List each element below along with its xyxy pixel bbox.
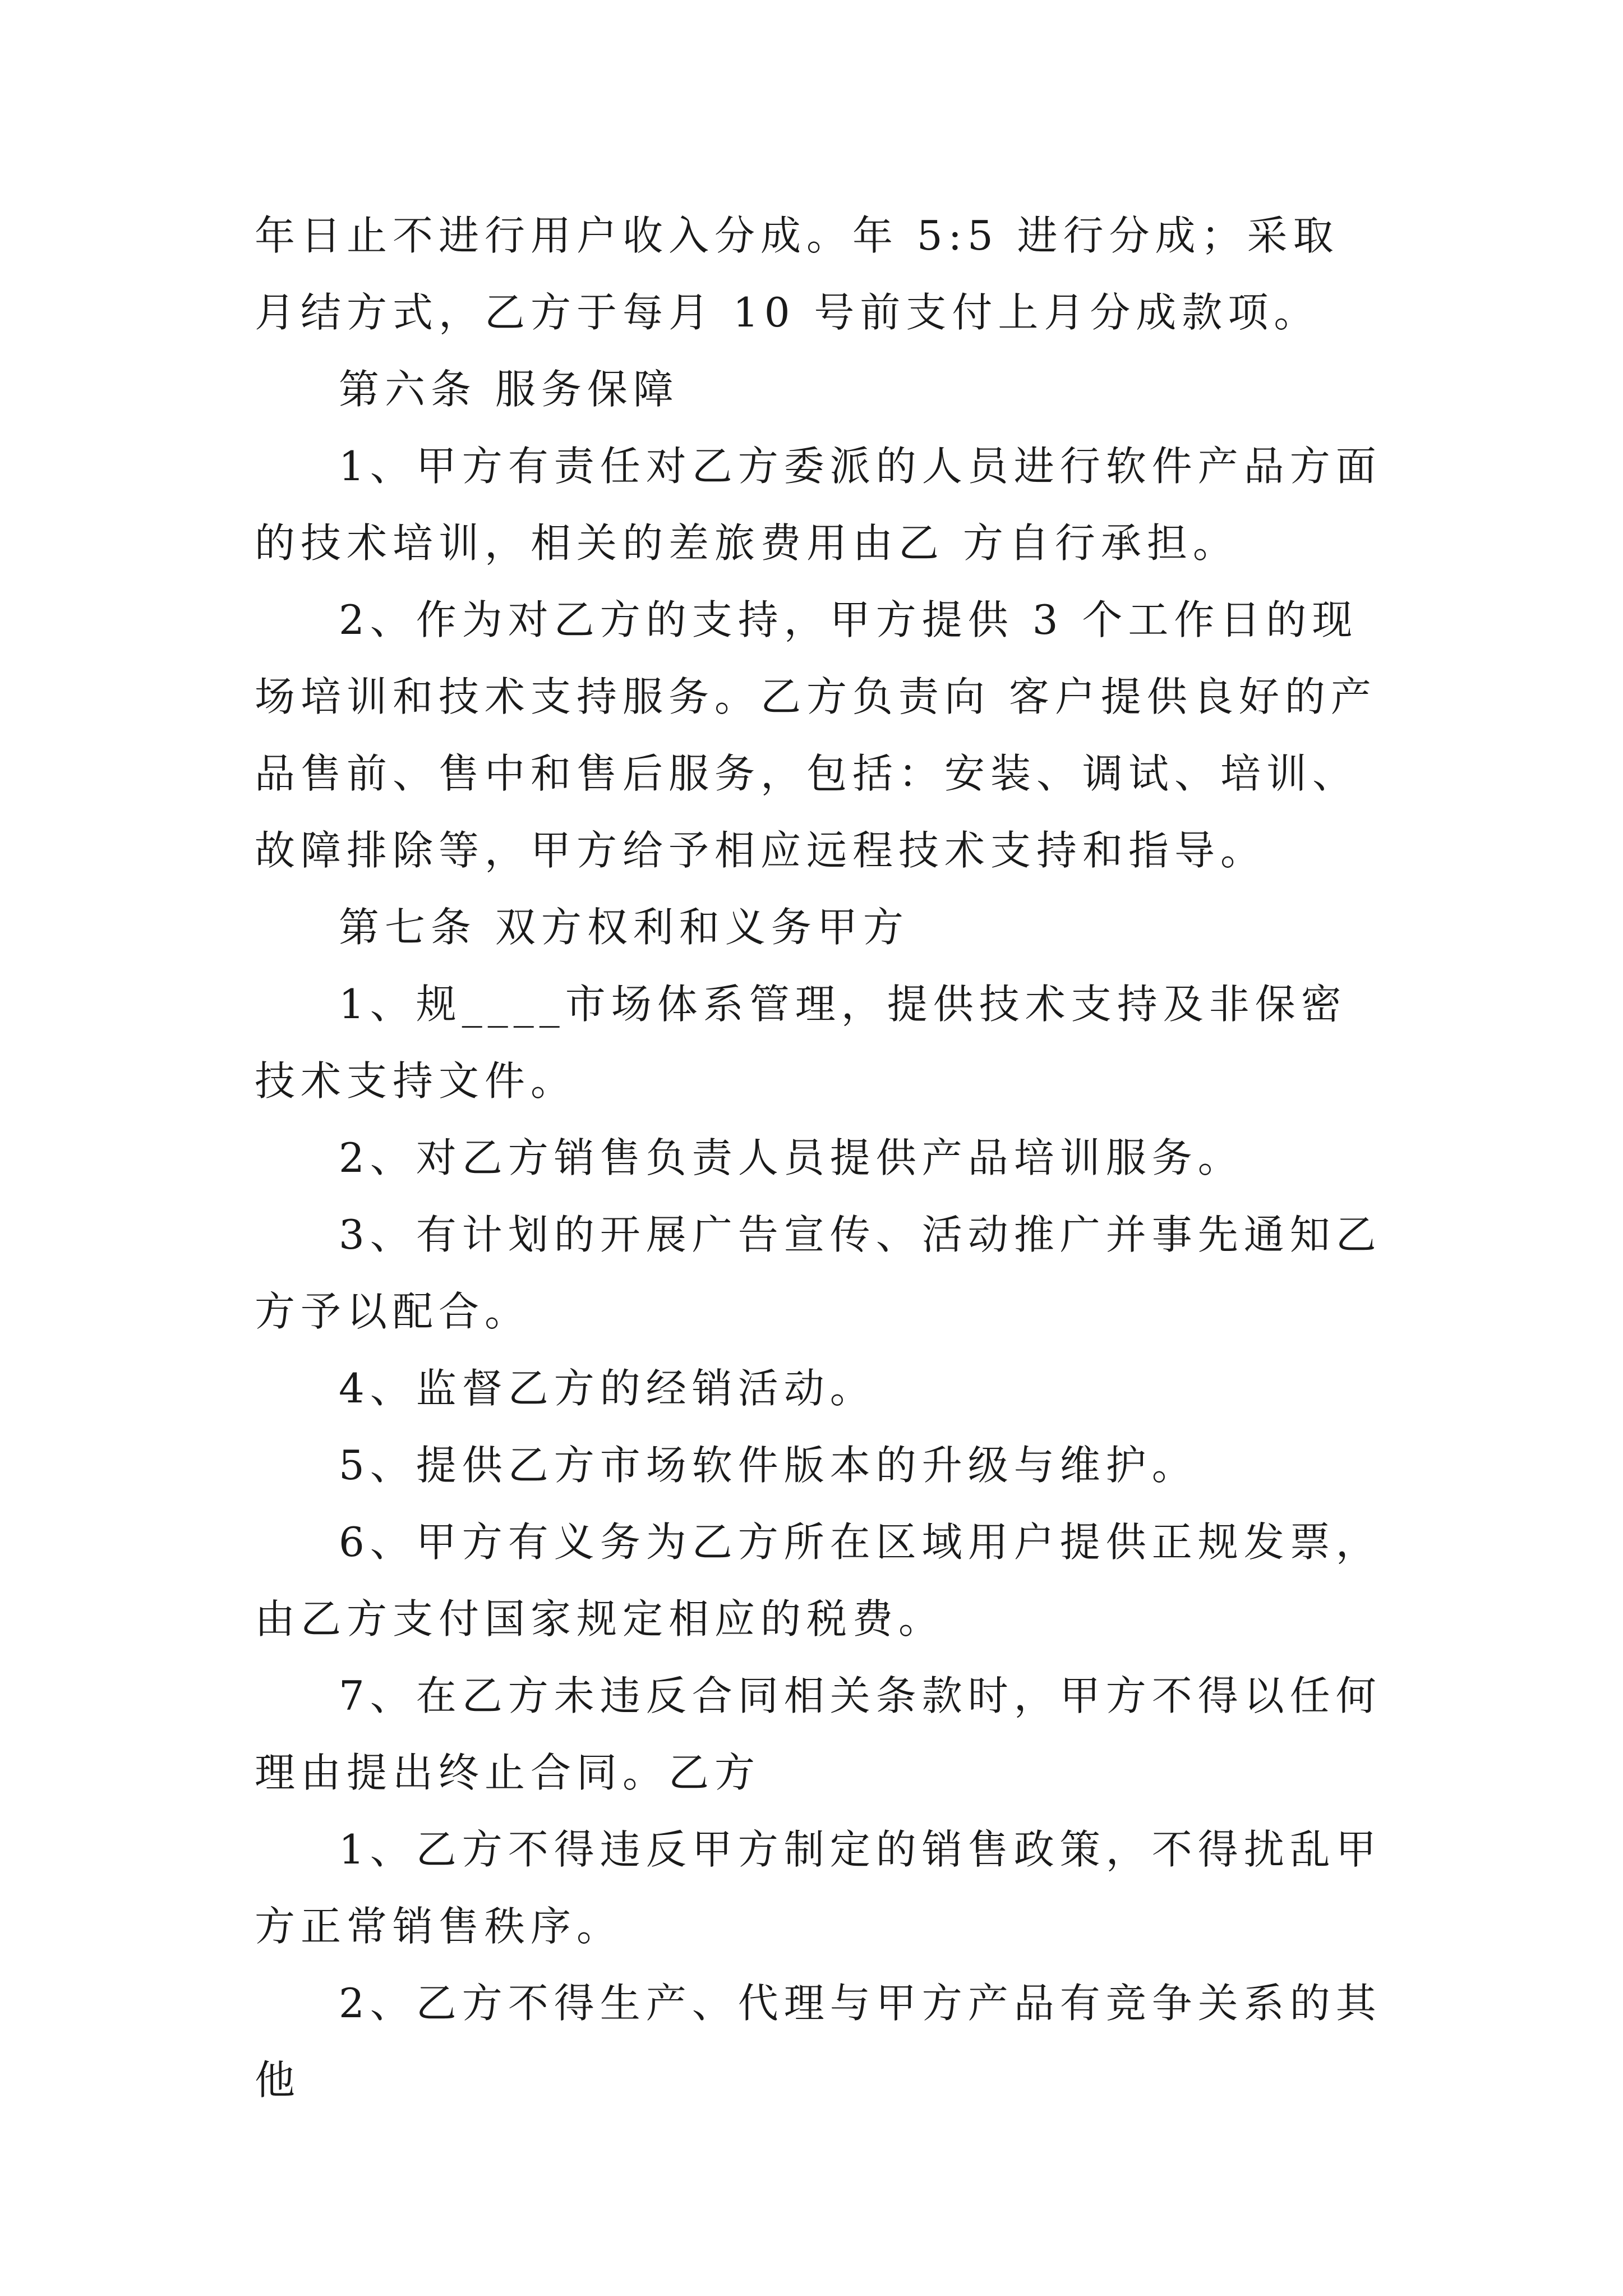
document-body — [255, 197, 1382, 2119]
article-7-party-a-item-7: 7、在乙方未违反合同相关条款时，甲方不得以任何理由提出终止合同。乙方 — [255, 1672, 1382, 1796]
article-7-party-b-item-2: 2、乙方不得生产、代理与甲方产品有竞争关系的其他 — [255, 1980, 1382, 2104]
article-7-party-a-item-6: 6、甲方有义务为乙方所在区域用户提供正规发票，由乙方支付国家规定相应的税费。 — [255, 1519, 1382, 1642]
article-7-heading: 第七条 双方权利和义务甲方 — [339, 904, 909, 951]
article-6-item-1: 1、甲方有责任对乙方委派的人员进行软件产品方面的技术培训，相关的差旅费用由乙 方自行承担。 — [255, 443, 1382, 567]
article-7-party-a-item-2: 2、对乙方销售负责人员提供产品培训服务。 — [339, 1134, 1244, 1181]
article-7-party-b-item-1: 1、乙方不得违反甲方制定的销售政策，不得扰乱甲方正常销售秩序。 — [255, 1826, 1382, 1950]
article-7-party-a-item-3: 3、有计划的开展广告宣传、活动推广并事先通知乙方予以配合。 — [255, 1211, 1382, 1335]
paragraph-revenue-share: 年日止不进行用户收入分成。年 5:5 进行分成；采取月结方式，乙方于每月 10 号前支付上月分成款项。 — [255, 212, 1339, 336]
article-7-party-a-item-1: 1、规____市场体系管理，提供技术支持及非保密技术支持文件。 — [255, 981, 1347, 1105]
article-6-item-2: 2、作为对乙方的支持，甲方提供 3 个工作日的现场培训和技术支持服务。乙方负责向 客户提供良好的产品售前、售中和售后服务，包括：安装、调试、培训、故障排除等，甲方给予相应远程技术支持和指导。 — [255, 596, 1377, 874]
article-7-party-a-item-5: 5、提供乙方市场软件版本的升级与维护。 — [339, 1442, 1198, 1489]
article-6-heading: 第六条 服务保障 — [339, 366, 679, 413]
article-7-party-a-item-4: 4、监督乙方的经销活动。 — [339, 1365, 876, 1412]
